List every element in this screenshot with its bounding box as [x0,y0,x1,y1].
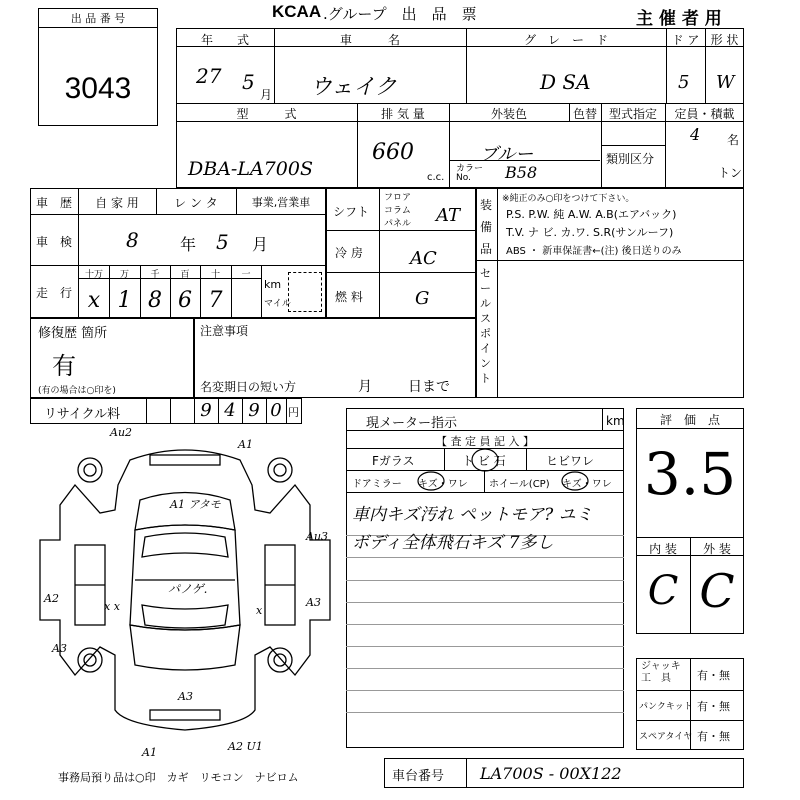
type-designation-label: 型式指定 [608,107,657,121]
model-value: DBA-LA700S [188,158,313,180]
organizer-copy-label: 主 催 者 用 [636,9,722,29]
shift-option-floor: フロア [384,193,412,203]
deadline-label: 名変期日の短い方 [200,380,297,394]
damage-mark: A2 [44,592,59,605]
exterior-color-label: 外装色 [490,107,527,121]
equipment-label: 装 備 品 [480,198,493,256]
damage-mark: Au3 [306,530,329,543]
color-no-value: B58 [505,163,538,182]
meter-unit: km [606,414,625,428]
form-title: .グループ 出 品 票 [323,5,477,23]
displacement-value: 660 [372,140,414,165]
month-value: 5 [242,70,255,94]
color-no-label: カラー No. [456,164,484,183]
crack-label: ヒビワレ [546,454,595,468]
lot-number-label: 出 品 番 号 [70,12,126,25]
repair-note: (有の場合は○印を) [38,386,116,396]
chip-label: ト ビ 石 [462,454,506,468]
month-unit: 月 [260,88,273,102]
notes-label: 注意事項 [200,324,249,338]
damage-mark: A3 [306,596,321,609]
inspector-label: 【 査 定 員 記 入 】 [436,435,534,448]
mileage-label: 走 行 [35,286,72,300]
shift-value: AT [436,205,461,226]
damage-mark: Au2 [110,426,133,439]
damage-mark: A1 アタモ [170,498,221,511]
comment-line-1: 車内キズ汚れ ペットモア? ユミ [352,505,593,525]
color-change-label: 色替 [572,107,597,121]
tool-repair-kit-label: パンクキット [639,702,693,712]
digit-header-10k: 万 [119,270,129,280]
inspection-year: 8 [126,228,139,252]
shift-option-panel: パネル [384,219,412,229]
body-type-label: 形 状 [710,33,739,47]
exterior-label: 外 装 [703,542,731,556]
recycle-digit: 9 [200,400,212,421]
exterior-color-value: ブルー [480,144,534,165]
ac-label: 冷 房 [335,246,363,260]
tool-jack-label: ジャッキ 工 具 [641,661,681,684]
equipment-line3: ABS ・ 新車保証書←(注) 後日送りのみ [506,246,682,257]
interior-value: C [647,568,679,614]
damage-mark: パノゲ. [168,582,208,596]
inspection-year-unit: 年 [180,235,197,254]
mileage-digit: 6 [178,288,192,313]
score-value: 3.5 [643,440,737,508]
score-label: 評 価 点 [659,413,720,427]
doors-value: 5 [678,72,690,93]
digit-header-1: 一 [241,270,251,280]
shift-label: シフト [333,205,370,219]
fuel-value: G [415,288,430,309]
displacement-label: 排 気 量 [381,107,425,121]
recycle-label: リサイクル料 [44,407,121,422]
interior-label: 内 装 [649,542,677,556]
car-name-value: ウェイク [310,75,397,100]
auction-logo: KCAA [272,2,322,21]
doors-label: ド ア [671,33,700,47]
grade-value: D SA [540,70,591,94]
recycle-digit: 9 [248,400,260,421]
damage-mark: x [256,604,263,617]
tool-jack-options: 有・無 [697,669,730,682]
meter-label: 現メーター指示 [366,416,458,431]
mileage-digit: 1 [117,288,132,313]
shift-option-column: コラム [384,206,411,216]
mile-label: マイル [264,299,291,309]
damage-mark: A1 [142,746,157,759]
tool-spare-tire-options: 有・無 [697,730,730,743]
deadline-month: 月 [358,379,372,395]
year-label: 年 式 [200,33,249,47]
mirror-options: キズ・ワレ [418,479,468,490]
history-label: 車 歴 [35,196,72,210]
inspector-circle-marks [346,440,624,500]
inspection-label: 車 検 [35,235,72,249]
wheel-options: キズ・ワレ [562,479,612,490]
category-label: 類別区分 [606,152,655,166]
recycle-digit: 0 [270,400,282,421]
history-commercial: 事業,営業車 [251,196,311,209]
deadline-day: 日まで [408,379,450,395]
mileage-unit-dotted-box [288,272,322,312]
mileage-digit: 7 [208,288,223,313]
keys-label: 事務局預り品は○印 カギ リモコン ナビロム [58,771,299,784]
tool-spare-tire-label: スペアタイヤ [639,732,693,742]
body-type-value: W [716,72,735,93]
recycle-digit: 4 [224,400,236,421]
sales-point-label: セールスポイント [480,267,491,385]
chassis-value: LA700S - 00X122 [480,764,622,783]
equipment-line1: P.S. P.W. 純 A.W. A.B(エアバック) [506,208,677,221]
model-label: 型 式 [236,107,297,121]
load-unit: トン [718,166,743,180]
exterior-value: C [699,564,735,618]
digit-header-100: 百 [180,270,190,280]
displacement-unit: c.c. [427,172,445,183]
km-label: km [264,278,282,291]
equipment-line2: T.V. ナ ビ. カ.ワ. S.R(サンルーフ) [506,226,674,239]
capacity-unit: 名 [727,133,740,147]
ac-value: AC [410,248,437,269]
mirror-label: ドアミラー [352,479,402,490]
digit-header-100k: 十万 [84,270,103,280]
repair-label: 修復歴 箇所 [38,326,108,341]
mileage-digit: x [87,288,101,313]
capacity-value: 4 [690,125,701,144]
wheel-label: ホイール(CP) [489,479,550,490]
capacity-label: 定員・積載 [674,107,735,121]
damage-mark: A2 U1 [228,740,263,753]
tool-repair-kit-options: 有・無 [697,700,730,713]
damage-mark: A3 [178,690,193,703]
lot-number: 3043 [64,72,132,105]
damage-mark: A3 [52,642,67,655]
inspection-month: 5 [216,230,229,254]
fuel-label: 燃 料 [335,290,363,304]
chassis-label: 車台番号 [392,769,445,784]
grade-label: グ レ ー ド [523,33,608,47]
comment-line-2: ボディ全体飛石キズ 7多し [352,533,554,553]
history-rental: レ ン タ [174,196,218,210]
inspection-month-unit: 月 [252,235,269,254]
recycle-unit: 円 [288,406,299,419]
year-value: 27 [196,64,222,88]
damage-mark: x x [104,600,120,613]
mileage-digit: 8 [148,288,162,313]
history-private: 自 家 用 [95,196,139,210]
equipment-note: ※純正のみ○印をつけて下さい。 [502,194,635,204]
digit-header-1k: 千 [150,270,160,280]
digit-header-10: 十 [210,270,220,280]
name-label: 車 名 [339,33,400,47]
damage-mark: A1 [238,438,253,451]
glass-label: Fガラス [372,454,415,468]
repair-value: 有 [52,352,76,380]
